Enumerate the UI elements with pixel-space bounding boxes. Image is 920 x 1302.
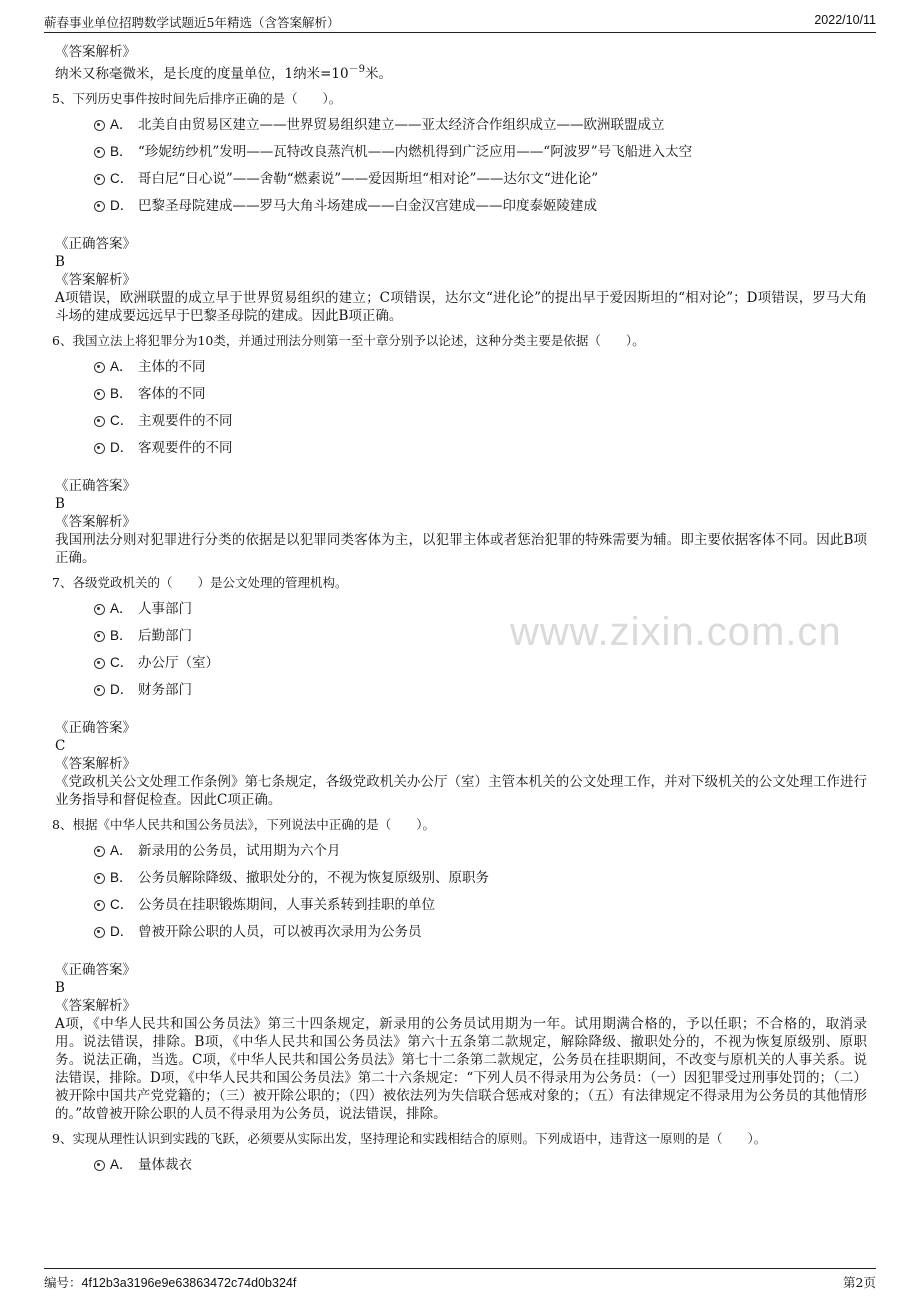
- option-list: [55, 839, 867, 947]
- option-letter: D．: [110, 682, 134, 697]
- radio-icon[interactable]: [94, 873, 105, 884]
- radio-icon[interactable]: [94, 658, 105, 669]
- radio-icon[interactable]: [94, 1160, 105, 1171]
- question-block: [52, 1129, 867, 1180]
- option-text: 量体裁衣: [138, 1157, 192, 1173]
- radio-icon[interactable]: [94, 389, 105, 400]
- option-letter: D．: [110, 924, 134, 939]
- option-text: 后勤部门: [138, 628, 192, 644]
- option-text: 哥白尼“日心说”——舍勒“燃素说”——爱因斯坦“相对论”——达尔文“进化论”: [138, 171, 599, 187]
- question-stem: 8、根据《中华人民共和国公务员法》，下列说法中正确的是（ ）。: [52, 817, 435, 832]
- document-title: 蕲春事业单位招聘数学试题近5年精选（含答案解析）: [44, 15, 340, 30]
- question-block: [52, 815, 867, 1123]
- radio-icon[interactable]: [94, 174, 105, 185]
- answer-label: 《正确答案》: [55, 478, 136, 494]
- analysis-text: 《党政机关公文处理工作条例》第七条规定，各级党政机关办公厅（室）主管本机关的公文处理工作，并对下级机关的公文处理工作进行业务指导和督促检查。因此C项正确。: [55, 774, 867, 808]
- option-item[interactable]: [55, 113, 867, 140]
- option-letter: B．: [110, 628, 133, 643]
- radio-icon[interactable]: [94, 147, 105, 158]
- analysis-text: 我国刑法分则对犯罪进行分类的依据是以犯罪同类客体为主，以犯罪主体或者惩治犯罪的特殊需要为辅。即主要依据客体不同。因此B项正确。: [55, 532, 867, 566]
- option-text: 公务员解除降级、撤职处分的，不视为恢复原级别、原职务: [138, 870, 489, 886]
- option-text: 曾被开除公职的人员，可以被再次录用为公务员: [138, 924, 422, 940]
- option-letter: A．: [110, 359, 133, 374]
- question-stem: 7、各级党政机关的（ ）是公文处理的管理机构。: [52, 575, 348, 590]
- radio-icon[interactable]: [94, 631, 105, 642]
- option-text: 人事部门: [138, 601, 192, 617]
- analysis-label: 《答案解析》: [55, 44, 136, 60]
- exponent: －9: [348, 64, 365, 75]
- analysis-text: A项，《中华人民共和国公务员法》第三十四条规定，新录用的公务员试用期为一年。试用期满合格的，予以任职；不合格的，取消录用。说法错误，排除。B项，《中华人民共和国公务员法》第六十五条第二款规定，解除降级、撤职处分的，不视为恢复原级别、原职务。说法正确，当选。C项，《中华人民共和国公务员法》第七十二条第二款规定，公务员在挂职期间，不改变与原机关的人事关系。说法错误，排除。D项，《中华人民共和国公务员法》第二十六条规定：“下列人员不得录用为公务员：（一）因犯罪受过刑事处罚的；（二）被开除中国共产党党籍的；（三）被开除公职的；（四）被依法列为失信联合惩戒对象的；（五）有法律规定不得录用为公务员的其他情形的。”故曾被开除公职的人员不得录用为公务员，说法错误，排除。: [55, 1016, 867, 1122]
- answer-label: 《正确答案》: [55, 720, 136, 736]
- question-stem: 6、我国立法上将犯罪分为10类，并通过刑法分则第一至十章分别予以论述，这种分类主要是依据（ ）。: [52, 333, 645, 348]
- option-letter: C．: [110, 897, 134, 912]
- radio-icon[interactable]: [94, 416, 105, 427]
- question-stem: 9、实现从理性认识到实践的飞跃，必须要从实际出发，坚持理论和实践相结合的原则。下列成语中，违背这一原则的是（ ）。: [52, 1131, 767, 1146]
- page-footer: [44, 1268, 876, 1291]
- answer-label: 《正确答案》: [55, 962, 136, 978]
- watermark: www.zixin.com.cn: [510, 610, 842, 654]
- radio-icon[interactable]: [94, 685, 105, 696]
- analysis-text: A项错误，欧洲联盟的成立早于世界贸易组织的建立；C项错误，达尔文“进化论”的提出早于爱因斯坦的“相对论”；D项错误，罗马大角斗场的建成要远远早于巴黎圣母院的建成。因此B项正确。: [55, 290, 867, 324]
- option-letter: C．: [110, 655, 134, 670]
- option-list: [55, 113, 867, 221]
- analysis-text: 纳米又称毫微米，是长度的度量单位，1纳米$=10^{-9}$米。: [55, 64, 392, 82]
- analysis-label: 《答案解析》: [55, 998, 136, 1014]
- question-block: [52, 89, 867, 325]
- option-text: 主观要件的不同: [138, 413, 233, 429]
- question-block: [52, 573, 867, 809]
- option-item[interactable]: [55, 839, 867, 866]
- radio-icon[interactable]: [94, 201, 105, 212]
- option-text: 新录用的公务员，试用期为六个月: [138, 843, 341, 859]
- option-item[interactable]: [55, 651, 867, 678]
- option-item[interactable]: [55, 920, 867, 947]
- option-item[interactable]: [55, 678, 867, 705]
- option-item[interactable]: [55, 409, 867, 436]
- document-code: 编号：4f12b3a3196e9e63863472c74d0b324f: [44, 1275, 297, 1290]
- option-text: 财务部门: [138, 682, 192, 698]
- option-text: 客体的不同: [138, 386, 206, 402]
- option-text: 主体的不同: [138, 359, 206, 375]
- option-letter: A．: [110, 1157, 133, 1172]
- document-date: 2022/10/11: [814, 13, 876, 27]
- option-text: 客观要件的不同: [138, 440, 233, 456]
- radio-icon[interactable]: [94, 900, 105, 911]
- option-item[interactable]: [55, 382, 867, 409]
- option-item[interactable]: [55, 355, 867, 382]
- option-letter: B．: [110, 870, 133, 885]
- answer-label: 《正确答案》: [55, 236, 136, 252]
- option-item[interactable]: [55, 194, 867, 221]
- radio-icon[interactable]: [94, 120, 105, 131]
- option-letter: A．: [110, 117, 133, 132]
- analysis-label: 《答案解析》: [55, 756, 136, 772]
- option-item[interactable]: [55, 893, 867, 920]
- option-letter: B．: [110, 386, 133, 401]
- option-item[interactable]: [55, 1153, 867, 1180]
- option-item[interactable]: [55, 140, 867, 167]
- radio-icon[interactable]: [94, 443, 105, 454]
- radio-icon[interactable]: [94, 927, 105, 938]
- option-text: 办公厅（室）: [138, 655, 219, 671]
- radio-icon[interactable]: [94, 846, 105, 857]
- answer-value: B: [55, 496, 65, 512]
- option-letter: A．: [110, 843, 133, 858]
- question-block: [52, 331, 867, 567]
- analysis-label: 《答案解析》: [55, 272, 136, 288]
- answer-value: B: [55, 980, 65, 996]
- answer-value: B: [55, 254, 65, 270]
- page-number: 第2页: [843, 1275, 876, 1290]
- option-item[interactable]: [55, 436, 867, 463]
- option-list: [55, 1153, 867, 1180]
- option-letter: B．: [110, 144, 133, 159]
- option-text: 巴黎圣母院建成——罗马大角斗场建成——白金汉宫建成——印度泰姬陵建成: [138, 198, 597, 214]
- option-letter: D．: [110, 440, 134, 455]
- radio-icon[interactable]: [94, 604, 105, 615]
- option-text: 北美自由贸易区建立——世界贸易组织建立——亚太经济合作组织成立——欧洲联盟成立: [138, 117, 665, 133]
- radio-icon[interactable]: [94, 362, 105, 373]
- option-letter: D．: [110, 198, 134, 213]
- option-letter: C．: [110, 413, 134, 428]
- page-header: [44, 10, 876, 33]
- option-list: [55, 355, 867, 463]
- option-item[interactable]: [55, 167, 867, 194]
- option-letter: A．: [110, 601, 133, 616]
- option-item[interactable]: [55, 866, 867, 893]
- question-stem: 5、下列历史事件按时间先后排序正确的是（ ）。: [52, 91, 342, 106]
- answer-value: C: [55, 738, 66, 754]
- option-text: 公务员在挂职锻炼期间，人事关系转到挂职的单位: [138, 897, 435, 913]
- analysis-label: 《答案解析》: [55, 514, 136, 530]
- option-letter: C．: [110, 171, 134, 186]
- option-text: “珍妮纺纱机”发明——瓦特改良蒸汽机——内燃机得到广泛应用——“阿波罗”号飞船进入太空: [138, 144, 693, 160]
